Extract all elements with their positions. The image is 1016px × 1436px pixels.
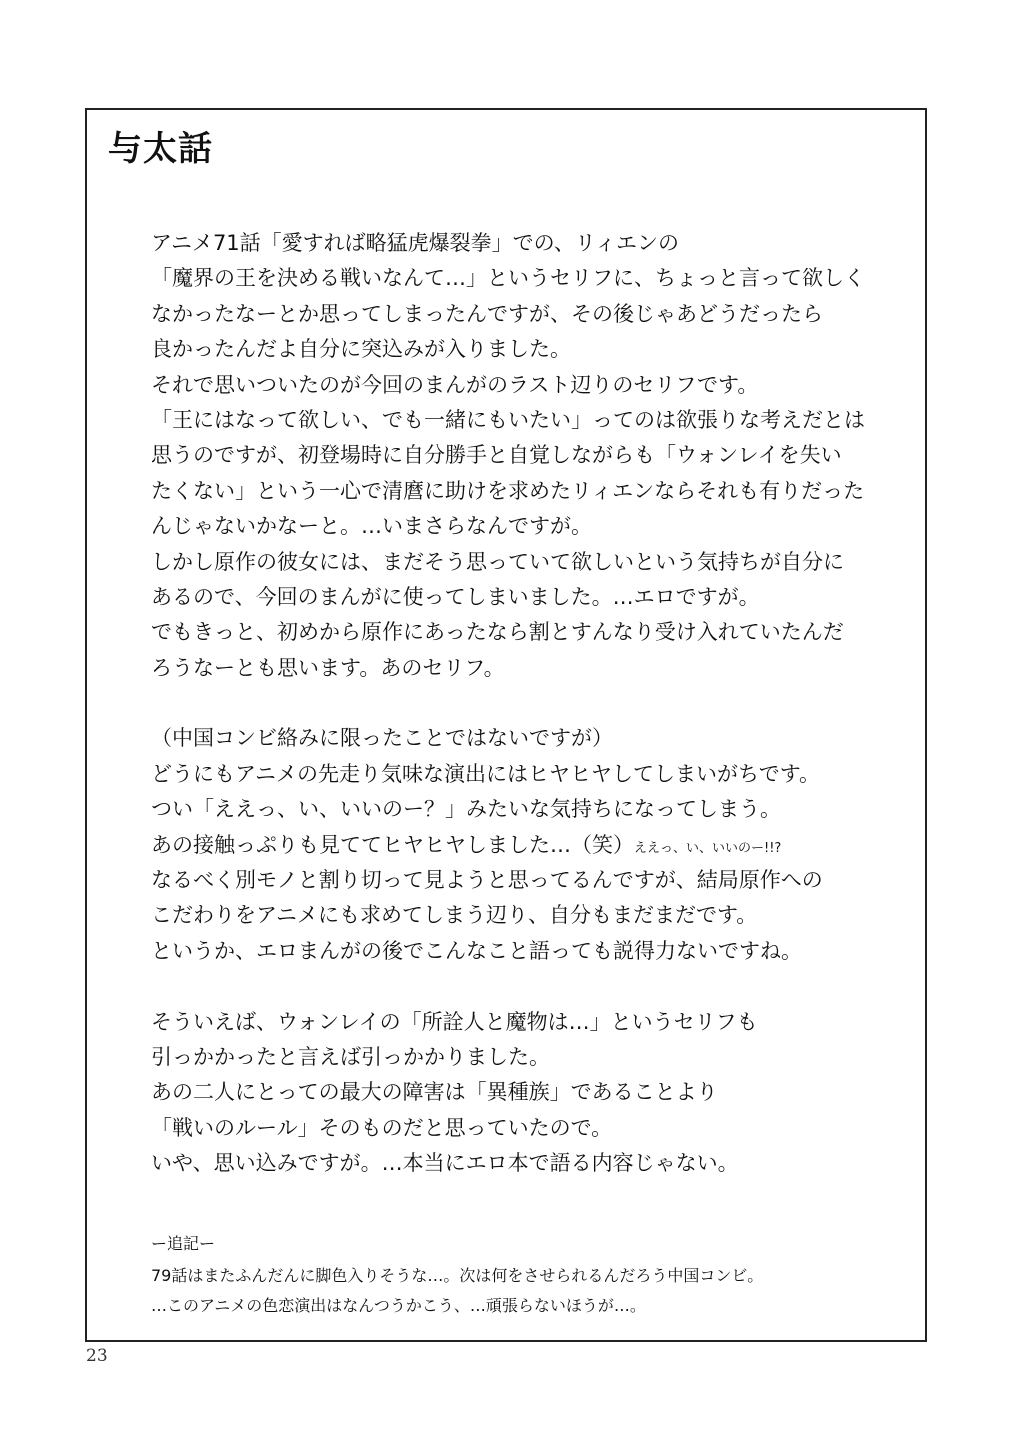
body-line: それで思いついたのが今回のまんがのラスト辺りのセリフです。: [151, 372, 759, 397]
page-heading: 与太話: [108, 129, 213, 169]
body-text: [151, 226, 911, 1182]
body-line: どうにもアニメの先走り気味な演出にはヒヤヒヤしてしまいがちです。: [151, 761, 821, 786]
body-line: あの接触っぷりも見ててヒヤヒヤしました…（笑）: [151, 832, 634, 857]
body-line: あの二人にとっての最大の障害は「異種族」であることより: [151, 1080, 718, 1105]
paragraph-gap: [151, 686, 911, 721]
postscript-line: 79話はまたふんだんに脚色入りそうな…。次は何をさせられるんだろう中国コンビ。: [151, 1266, 764, 1285]
body-line: （中国コンビ絡みに限ったことではないですが）: [151, 726, 613, 751]
body-line: 「王にはなって欲しい、でも一緒にもいたい」ってのは欲張りな考えだとは: [151, 407, 865, 432]
body-line: こだわりをアニメにも求めてしまう辺り、自分もまだまだです。: [151, 903, 758, 928]
body-line: なるべく別モノと割り切って見ようと思ってるんですが、結局原作への: [151, 868, 823, 893]
body-line: 引っかかったと言えば引っかかりました。: [151, 1044, 550, 1069]
postscript-line: …このアニメの色恋演出はなんつうかこう、…頑張らないほうが…。: [151, 1296, 646, 1315]
postscript-title: ー追記ー: [151, 1234, 216, 1253]
body-line: でもきっと、初めから原作にあったなら割とすんなり受け入れていたんだ: [151, 620, 844, 645]
body-line: 思うのですが、初登場時に自分勝手と自覚しながらも「ウォンレイを失い: [151, 443, 842, 468]
body-line: 良かったんだよ自分に突込みが入りました。: [151, 337, 571, 362]
body-line-with-note: [151, 828, 911, 863]
body-line: あるので、今回のまんがに使ってしまいました。…エロですが。: [151, 584, 760, 609]
body-line: つい「ええっ、い、いいのー？」みたいな気持ちになってしまう。: [151, 797, 781, 822]
body-line: いや、思い込みですが。…本当にエロ本で語る内容じゃない。: [151, 1151, 739, 1176]
postscript: [151, 1230, 911, 1322]
body-line: 「戦いのルール」そのものだと思っていたので。: [151, 1115, 613, 1140]
body-line: んじゃないかなーと。…いまさらなんですが。: [151, 514, 592, 539]
body-line: なかったなーとか思ってしまったんですが、その後じゃあどうだったら: [151, 301, 823, 326]
inline-note: ええっ、い、いいのー!!?: [634, 840, 782, 856]
body-line: というか、エロまんがの後でこんなこと語っても説得力ないですね。: [151, 938, 802, 963]
body-line: ろうなーとも思います。あのセリフ。: [151, 655, 505, 680]
body-line: アニメ71話「愛すれば略猛虎爆裂拳」での、リィエンの: [151, 231, 679, 255]
body-line: そういえば、ウォンレイの「所詮人と魔物は…」というセリフも: [151, 1009, 758, 1034]
body-line: 「魔界の王を決める戦いなんて…」というセリフに、ちょっと言って欲しく: [151, 266, 865, 291]
body-line: しかし原作の彼女には、まだそう思っていて欲しいという気持ちが自分に: [151, 549, 844, 574]
paragraph-gap: [151, 969, 911, 1004]
body-line: たくない」という一心で清麿に助けを求めたリィエンならそれも有りだった: [151, 478, 865, 503]
page-number: 23: [86, 1346, 108, 1366]
